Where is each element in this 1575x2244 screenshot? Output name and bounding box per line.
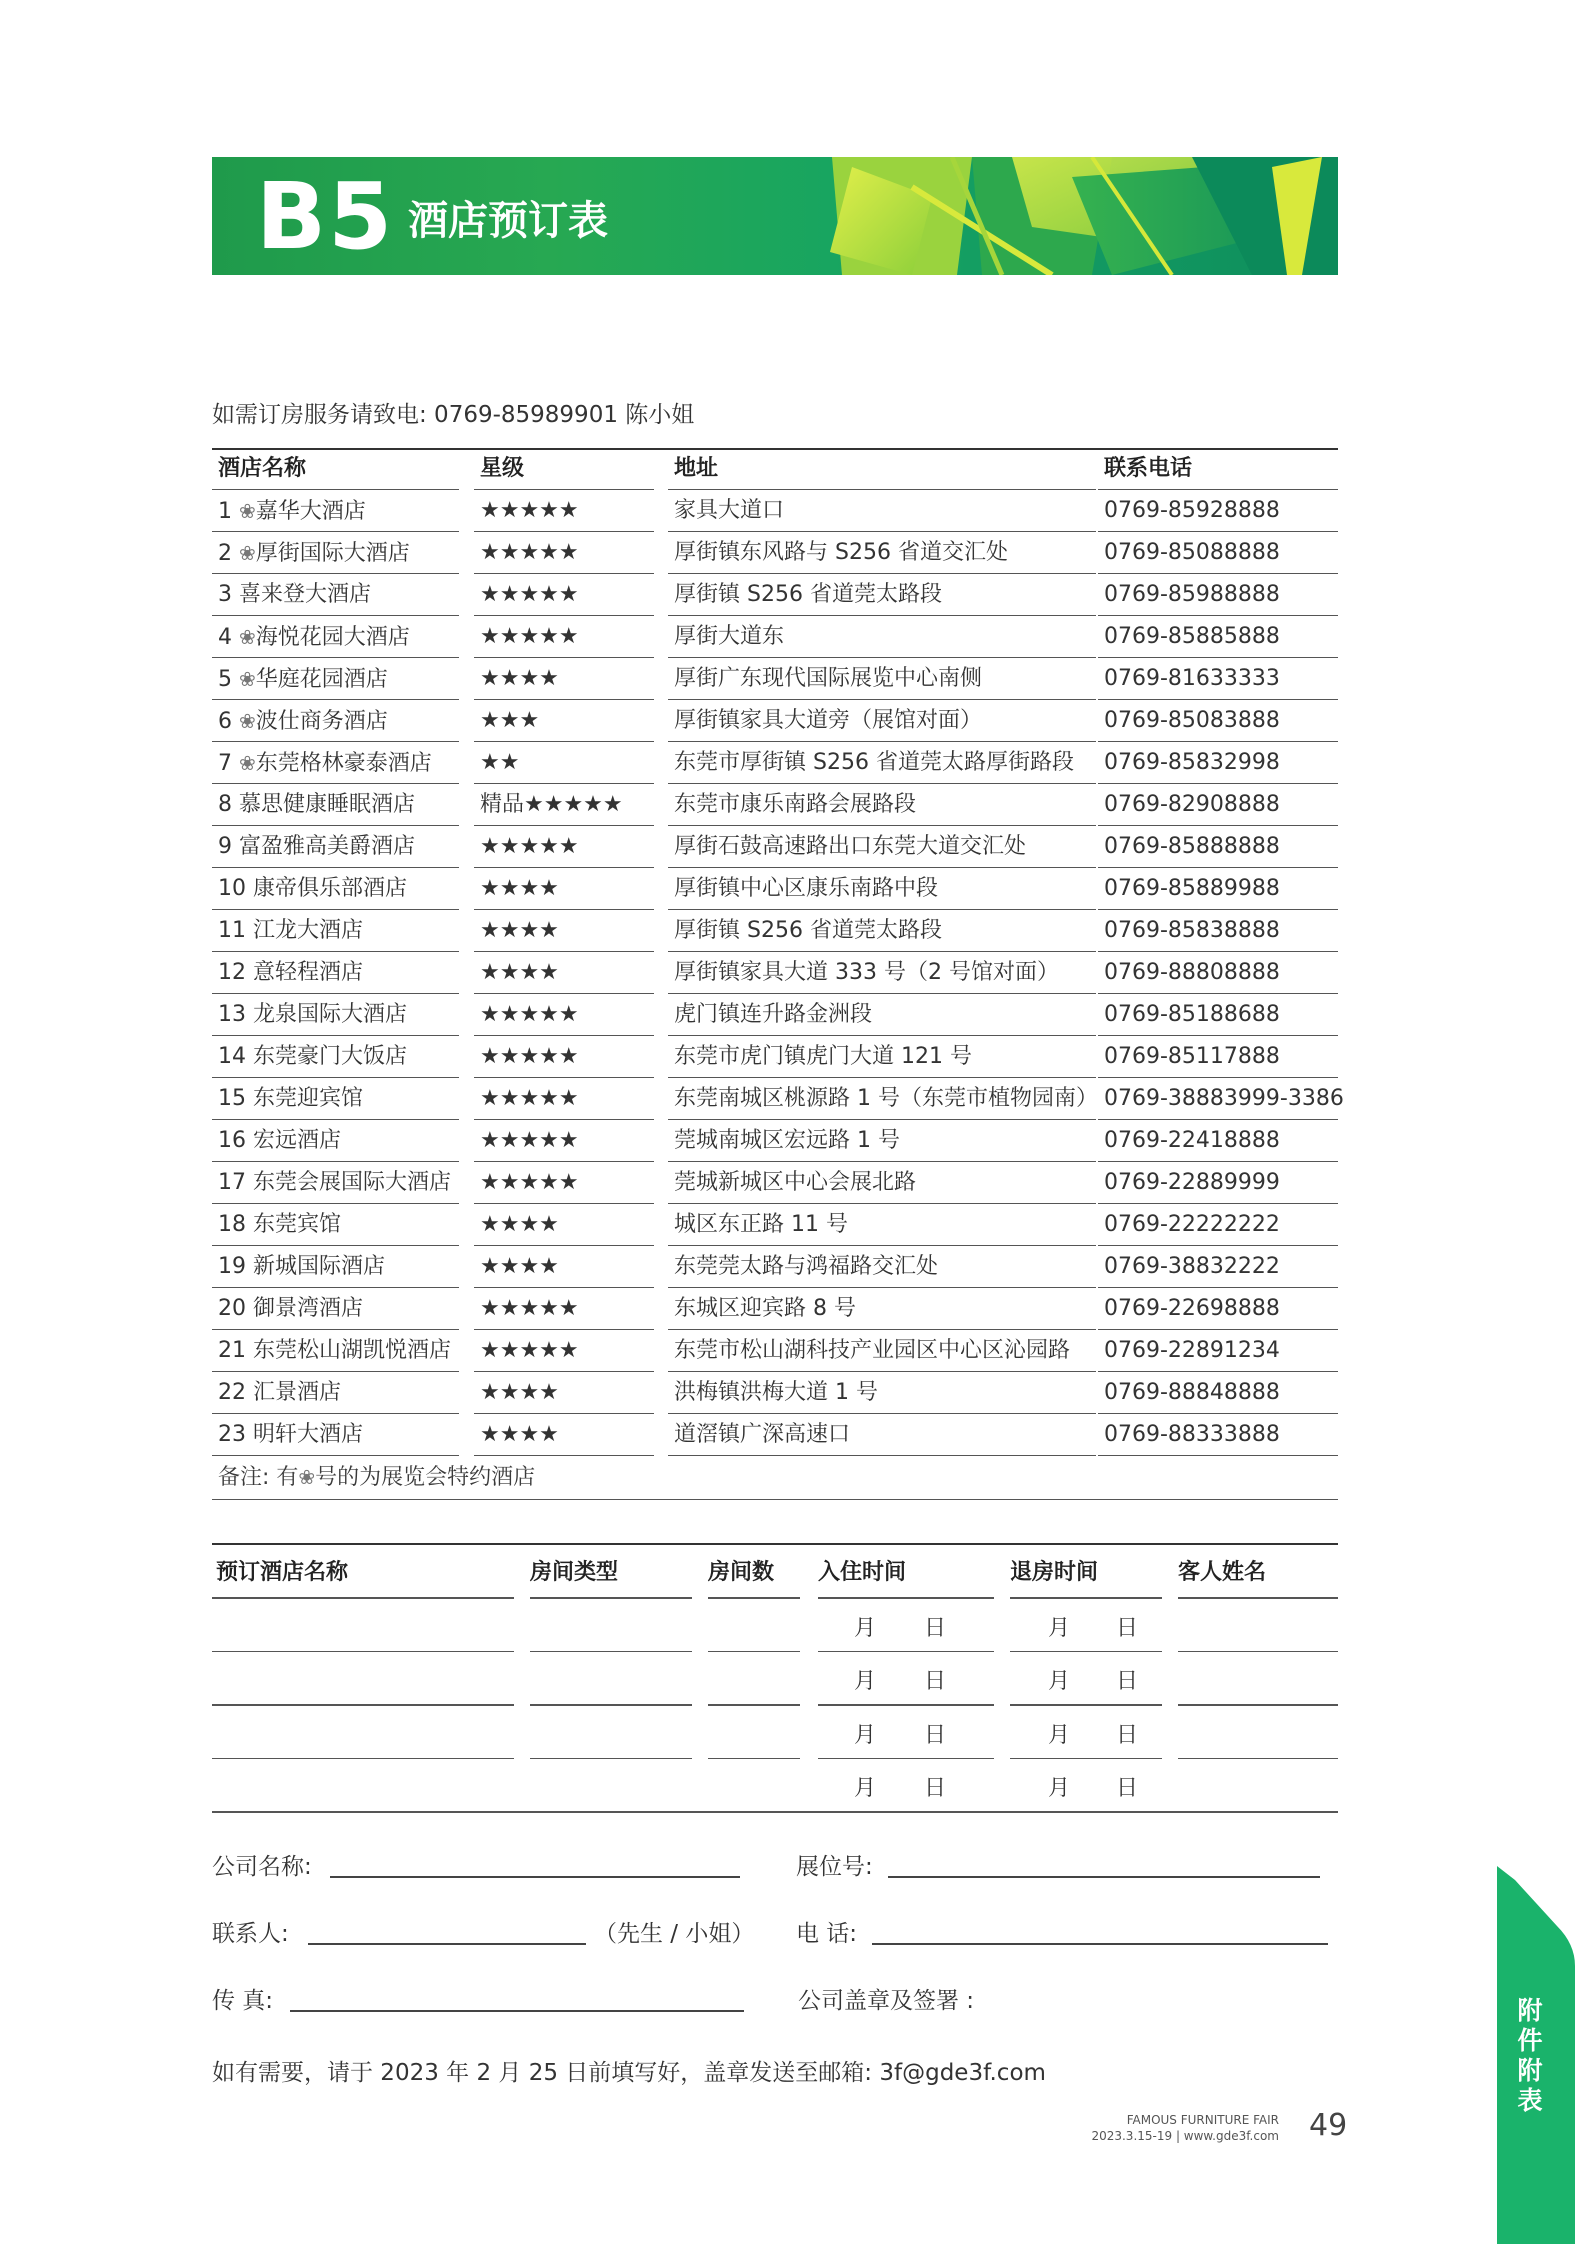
company-field[interactable] (330, 1876, 740, 1878)
hotel-name: 波仕商务酒店 (255, 709, 388, 734)
hotel-name: 龙泉国际大酒店 (253, 1002, 408, 1027)
hotel-name: 宏远酒店 (253, 1128, 342, 1153)
header-room-type: 房间类型 (530, 1560, 619, 1585)
row-number: 6 (218, 709, 232, 734)
hotel-name-cell (212, 1078, 459, 1120)
header-address: 地址 (668, 448, 1096, 490)
hotel-address: 厚街石鼓高速路出口东莞大道交汇处 (668, 826, 1096, 868)
hotel-stars: ★★★★ (474, 1372, 654, 1414)
booking-entry-line[interactable] (708, 1704, 800, 1706)
hotel-name-cell (212, 1330, 459, 1372)
booking-entry-line[interactable] (212, 1704, 514, 1706)
row-number: 19 (218, 1254, 246, 1279)
row-number: 7 (218, 751, 232, 776)
hotel-address: 城区东正路 11 号 (668, 1204, 1096, 1246)
hotel-name: 汇景酒店 (253, 1380, 342, 1405)
hotel-stars: ★★★★★ (474, 1288, 654, 1330)
hotel-phone: 0769-85885888 (1098, 616, 1338, 658)
hotel-name: 御景湾酒店 (253, 1296, 364, 1321)
hotel-stars: 精品★★★★★ (474, 784, 654, 826)
note-prefix: 备注: 有 (218, 1465, 299, 1490)
booking-entry-line[interactable] (1178, 1651, 1338, 1653)
hotel-address: 道滘镇广深高速口 (668, 1414, 1096, 1456)
day-label: 日 (924, 1669, 947, 1694)
hotel-name: 东莞豪门大饭店 (253, 1044, 408, 1069)
booking-entry-line[interactable] (708, 1651, 800, 1653)
hotel-name: 东莞迎宾馆 (253, 1086, 364, 1111)
table-row (212, 700, 1338, 742)
hotel-name-cell (212, 994, 459, 1036)
hotel-name-cell (212, 1414, 459, 1456)
hotel-address: 家具大道口 (668, 490, 1096, 532)
hotel-stars: ★★★★ (474, 952, 654, 994)
hotel-address: 虎门镇连升路金洲段 (668, 994, 1096, 1036)
booking-entry-line[interactable] (212, 1651, 514, 1653)
row-number: 21 (218, 1338, 246, 1363)
month-label: 月 (854, 1776, 877, 1801)
month-label: 月 (854, 1615, 877, 1641)
row-number: 14 (218, 1044, 246, 1069)
table-row (212, 868, 1338, 910)
month-label: 月 (1048, 1722, 1071, 1748)
hotel-stars: ★★★★ (474, 658, 654, 700)
booking-entry-line[interactable] (212, 1758, 514, 1760)
row-number: 9 (218, 834, 232, 859)
booking-entry-line[interactable] (818, 1651, 994, 1653)
hotel-name: 慕思健康睡眠酒店 (239, 792, 416, 817)
hotel-name: 新城国际酒店 (253, 1254, 386, 1279)
hotel-stars: ★★★★ (474, 868, 654, 910)
day-label: 日 (1116, 1722, 1139, 1748)
row-number: 20 (218, 1296, 246, 1321)
hotel-address: 东莞市康乐南路会展路段 (668, 784, 1096, 826)
hotel-stars: ★★★★★ (474, 1120, 654, 1162)
hotel-name-cell (212, 1204, 459, 1246)
row-number: 5 (218, 667, 232, 692)
day-label: 日 (1116, 1669, 1139, 1694)
hotel-phone: 0769-88808888 (1098, 952, 1338, 994)
row-number: 3 (218, 582, 232, 607)
hotel-name-cell (212, 532, 459, 574)
row-number: 13 (218, 1002, 246, 1027)
booking-header-rule (708, 1597, 800, 1599)
hotel-name-cell (212, 616, 459, 658)
booking-entry-line[interactable] (708, 1758, 800, 1760)
hotel-name-cell (212, 952, 459, 994)
company-label: 公司名称: (212, 1854, 312, 1880)
table-row (212, 1288, 1338, 1330)
hotel-stars: ★★★★★ (474, 1162, 654, 1204)
hotel-address: 厚街大道东 (668, 616, 1096, 658)
row-number: 4 (218, 625, 232, 650)
hotel-name-cell (212, 826, 459, 868)
table-row (212, 826, 1338, 868)
contact-title-suffix: （先生 / 小姐） (594, 1921, 755, 1947)
hotel-address: 东莞市松山湖科技产业园区中心区沁园路 (668, 1330, 1096, 1372)
day-label: 日 (924, 1615, 947, 1641)
hotel-stars: ★★★★★ (474, 826, 654, 868)
hotel-phone: 0769-85988888 (1098, 574, 1338, 616)
hotel-name: 喜来登大酒店 (239, 582, 372, 607)
hotel-phone: 0769-85083888 (1098, 700, 1338, 742)
row-number: 16 (218, 1128, 246, 1153)
booking-header-rule (212, 1597, 514, 1599)
month-label: 月 (1048, 1669, 1071, 1694)
flower-icon: ❀ (239, 625, 256, 649)
booking-top-rule (212, 1543, 1338, 1545)
hotel-phone: 0769-85832998 (1098, 742, 1338, 784)
hotel-stars: ★★★★★ (474, 490, 654, 532)
row-number: 12 (218, 960, 246, 985)
hotel-address: 厚街镇 S256 省道莞太路段 (668, 574, 1096, 616)
month-label: 月 (1048, 1615, 1071, 1641)
table-row (212, 1120, 1338, 1162)
row-number: 23 (218, 1422, 246, 1447)
hotel-name: 康帝俱乐部酒店 (253, 876, 408, 901)
hotel-name: 嘉华大酒店 (255, 499, 366, 524)
side-tab-char: 件 (1517, 2026, 1543, 2055)
hotel-phone: 0769-22418888 (1098, 1120, 1338, 1162)
hotel-name: 东莞松山湖凯悦酒店 (253, 1338, 452, 1363)
hotel-stars: ★★ (474, 742, 654, 784)
table-row (212, 1330, 1338, 1372)
table-row (212, 658, 1338, 700)
hotel-address: 洪梅镇洪梅大道 1 号 (668, 1372, 1096, 1414)
table-row (212, 532, 1338, 574)
fax-field[interactable] (290, 2010, 744, 2012)
booking-entry-line[interactable] (818, 1758, 994, 1760)
hotel-name: 海悦花园大酒店 (255, 625, 410, 650)
hotel-name-cell (212, 1246, 459, 1288)
table-row (212, 1036, 1338, 1078)
fax-label: 传 真: (212, 1988, 274, 2014)
table-row (212, 490, 1338, 532)
header-guest-name: 客人姓名 (1178, 1560, 1267, 1585)
row-number: 10 (218, 876, 246, 901)
note-suffix: 号的为展览会特约酒店 (315, 1465, 536, 1490)
hotel-phone: 0769-82908888 (1098, 784, 1338, 826)
side-tab-text (1512, 1996, 1548, 2116)
table-header-row (212, 448, 1338, 490)
hotel-stars: ★★★★★ (474, 1330, 654, 1372)
table-row (212, 1372, 1338, 1414)
hotel-name-cell (212, 700, 459, 742)
hotel-phone: 0769-85117888 (1098, 1036, 1338, 1078)
hotel-phone: 0769-22889999 (1098, 1162, 1338, 1204)
row-number: 1 (218, 499, 232, 524)
hotel-name-cell (212, 1120, 459, 1162)
hotel-name: 明轩大酒店 (253, 1422, 364, 1447)
hotel-name-cell (212, 910, 459, 952)
hotel-stars: ★★★★★ (474, 574, 654, 616)
flower-icon: ❀ (239, 709, 256, 733)
hotel-name-cell (212, 868, 459, 910)
hotel-stars: ★★★★ (474, 910, 654, 952)
hotel-address: 厚街广东现代国际展览中心南侧 (668, 658, 1096, 700)
row-number: 11 (218, 918, 246, 943)
booking-entry-line[interactable] (1178, 1758, 1338, 1760)
booth-label: 展位号: (796, 1854, 873, 1880)
header-booking-hotel: 预订酒店名称 (216, 1560, 349, 1585)
row-number: 18 (218, 1212, 246, 1237)
row-number: 8 (218, 792, 232, 817)
hotel-phone: 0769-88848888 (1098, 1372, 1338, 1414)
hotel-address: 东莞莞太路与鸿福路交汇处 (668, 1246, 1096, 1288)
phone-label: 电 话: (796, 1921, 858, 1947)
hotel-address: 厚街镇 S256 省道莞太路段 (668, 910, 1096, 952)
table-row (212, 616, 1338, 658)
section-banner (212, 157, 1338, 275)
section-title: 酒店预订表 (408, 198, 608, 244)
header-hotel-name: 酒店名称 (212, 448, 459, 490)
booking-header-rule (818, 1597, 994, 1599)
hotel-phone: 0769-88333888 (1098, 1414, 1338, 1456)
side-tab-char: 附 (1517, 1996, 1543, 2025)
flower-icon: ❀ (239, 541, 256, 565)
hotel-address: 东城区迎宾路 8 号 (668, 1288, 1096, 1330)
hotel-phone: 0769-81633333 (1098, 658, 1338, 700)
day-label: 日 (924, 1776, 947, 1801)
hotel-address: 东莞市虎门镇虎门大道 121 号 (668, 1036, 1096, 1078)
header-phone: 联系电话 (1098, 448, 1338, 490)
hotel-stars: ★★★★★ (474, 994, 654, 1036)
row-number: 22 (218, 1380, 246, 1405)
table-row (212, 1414, 1338, 1456)
table-row (212, 1162, 1338, 1204)
month-label: 月 (854, 1669, 877, 1694)
hotel-phone: 0769-85838888 (1098, 910, 1338, 952)
hotel-name: 江龙大酒店 (253, 918, 364, 943)
hotel-name-cell (212, 490, 459, 532)
hotel-phone: 0769-85889988 (1098, 868, 1338, 910)
hotel-name-cell (212, 658, 459, 700)
hotel-name: 东莞会展国际大酒店 (253, 1170, 452, 1195)
table-row (212, 784, 1338, 826)
month-label: 月 (854, 1722, 877, 1748)
hotel-stars: ★★★★ (474, 1414, 654, 1456)
header-checkout: 退房时间 (1010, 1560, 1099, 1585)
flower-icon: ❀ (298, 1465, 316, 1489)
brand-name: FAMOUS FURNITURE FAIR (1126, 2113, 1279, 2127)
booking-header-rule (1178, 1597, 1338, 1599)
booking-entry-line[interactable] (1178, 1704, 1338, 1706)
header-room-count: 房间数 (708, 1560, 775, 1585)
submission-note: 如有需要，请于 2023 年 2 月 25 日前填写好，盖章发送至邮箱: 3f@gde3f.com (212, 2060, 1046, 2086)
booth-field[interactable] (888, 1876, 1320, 1878)
hotel-phone: 0769-85188688 (1098, 994, 1338, 1036)
hotel-name-cell (212, 574, 459, 616)
booking-table (212, 1543, 1338, 1803)
hotel-phone: 0769-22222222 (1098, 1204, 1338, 1246)
booking-entry-line[interactable] (1010, 1651, 1162, 1653)
hotel-phone: 0769-38832222 (1098, 1246, 1338, 1288)
table-row (212, 952, 1338, 994)
hotel-rows (212, 490, 1344, 1456)
table-row (212, 742, 1338, 784)
booking-bottom-rule (212, 1811, 1338, 1813)
hotel-name-cell (212, 1162, 459, 1204)
hotel-stars: ★★★★★ (474, 1036, 654, 1078)
header-checkin: 入住时间 (818, 1560, 907, 1585)
hotel-name: 意轻程酒店 (253, 960, 364, 985)
hotel-phone: 0769-85888888 (1098, 826, 1338, 868)
hotel-stars: ★★★★★ (474, 532, 654, 574)
hotel-stars: ★★★★ (474, 1246, 654, 1288)
booking-entry-line[interactable] (1010, 1758, 1162, 1760)
booking-entry-line[interactable] (530, 1758, 692, 1760)
hotel-name-cell (212, 1372, 459, 1414)
booking-entry-line[interactable] (530, 1651, 692, 1653)
hotel-stars: ★★★ (474, 700, 654, 742)
row-number: 15 (218, 1086, 246, 1111)
phone-field[interactable] (872, 1943, 1328, 1945)
hotel-phone: 0769-85928888 (1098, 490, 1338, 532)
hotel-name-cell (212, 784, 459, 826)
flower-icon: ❀ (239, 499, 256, 523)
day-label: 日 (1116, 1776, 1139, 1801)
side-tab-char: 附 (1517, 2056, 1543, 2085)
hotel-phone: 0769-22698888 (1098, 1288, 1338, 1330)
hotel-address: 厚街镇家具大道 333 号（2 号馆对面） (668, 952, 1096, 994)
day-label: 日 (1116, 1615, 1139, 1641)
hotel-name: 东莞宾馆 (253, 1212, 342, 1237)
hotel-phone: 0769-38883999-3386 (1098, 1078, 1338, 1120)
table-row (212, 1246, 1338, 1288)
table-row (212, 1204, 1338, 1246)
table-row (212, 994, 1338, 1036)
table-row (212, 910, 1338, 952)
table-note (212, 1456, 1338, 1500)
flower-icon: ❀ (239, 667, 256, 691)
hotel-name: 富盈雅高美爵酒店 (239, 834, 416, 859)
header-stars: 星级 (474, 448, 654, 490)
table-row (212, 574, 1338, 616)
contact-field[interactable] (308, 1943, 586, 1945)
hotel-name: 华庭花园酒店 (255, 667, 388, 692)
flower-icon: ❀ (239, 751, 256, 775)
booking-hotline: 如需订房服务请致电: 0769-85989901 陈小姐 (212, 402, 695, 428)
footer-brand (1091, 2112, 1279, 2144)
stamp-label: 公司盖章及签署 : (798, 1988, 975, 2014)
booking-entry-line[interactable] (530, 1704, 692, 1706)
side-tab-label (1512, 1996, 1548, 2116)
brand-date-site: 2023.3.15-19 | www.gde3f.com (1091, 2129, 1279, 2143)
hotel-address: 厚街镇家具大道旁（展馆对面） (668, 700, 1096, 742)
day-label: 日 (924, 1722, 947, 1748)
hotel-stars: ★★★★★ (474, 616, 654, 658)
hotel-address: 厚街镇中心区康乐南路中段 (668, 868, 1096, 910)
row-number: 17 (218, 1170, 246, 1195)
hotel-stars: ★★★★★ (474, 1078, 654, 1120)
hotel-name: 厚街国际大酒店 (255, 541, 410, 566)
contact-label: 联系人: (212, 1921, 289, 1947)
hotel-name-cell (212, 1288, 459, 1330)
hotel-address: 东莞南城区桃源路 1 号（东莞市植物园南） (668, 1078, 1096, 1120)
hotel-address: 莞城新城区中心会展北路 (668, 1162, 1096, 1204)
hotel-name: 东莞格林豪泰酒店 (255, 751, 432, 776)
booking-header-rule (530, 1597, 692, 1599)
page-number: 49 (1309, 2108, 1348, 2143)
side-tab-char: 表 (1517, 2086, 1543, 2115)
hotel-phone: 0769-85088888 (1098, 532, 1338, 574)
booking-entry-line[interactable] (818, 1704, 994, 1706)
hotel-address: 莞城南城区宏远路 1 号 (668, 1120, 1096, 1162)
booking-header-rule (1010, 1597, 1162, 1599)
table-row (212, 1078, 1344, 1120)
section-code: B5 (256, 163, 395, 270)
row-number: 2 (218, 541, 232, 566)
hotel-name-cell (212, 742, 459, 784)
hotel-phone: 0769-22891234 (1098, 1330, 1338, 1372)
hotel-table (212, 448, 1344, 1500)
hotel-address: 东莞市厚街镇 S256 省道莞太路厚街路段 (668, 742, 1096, 784)
booking-entry-line[interactable] (1010, 1704, 1162, 1706)
hotel-stars: ★★★★ (474, 1204, 654, 1246)
hotel-name-cell (212, 1036, 459, 1078)
month-label: 月 (1048, 1776, 1071, 1801)
hotel-address: 厚街镇东风路与 S256 省道交汇处 (668, 532, 1096, 574)
